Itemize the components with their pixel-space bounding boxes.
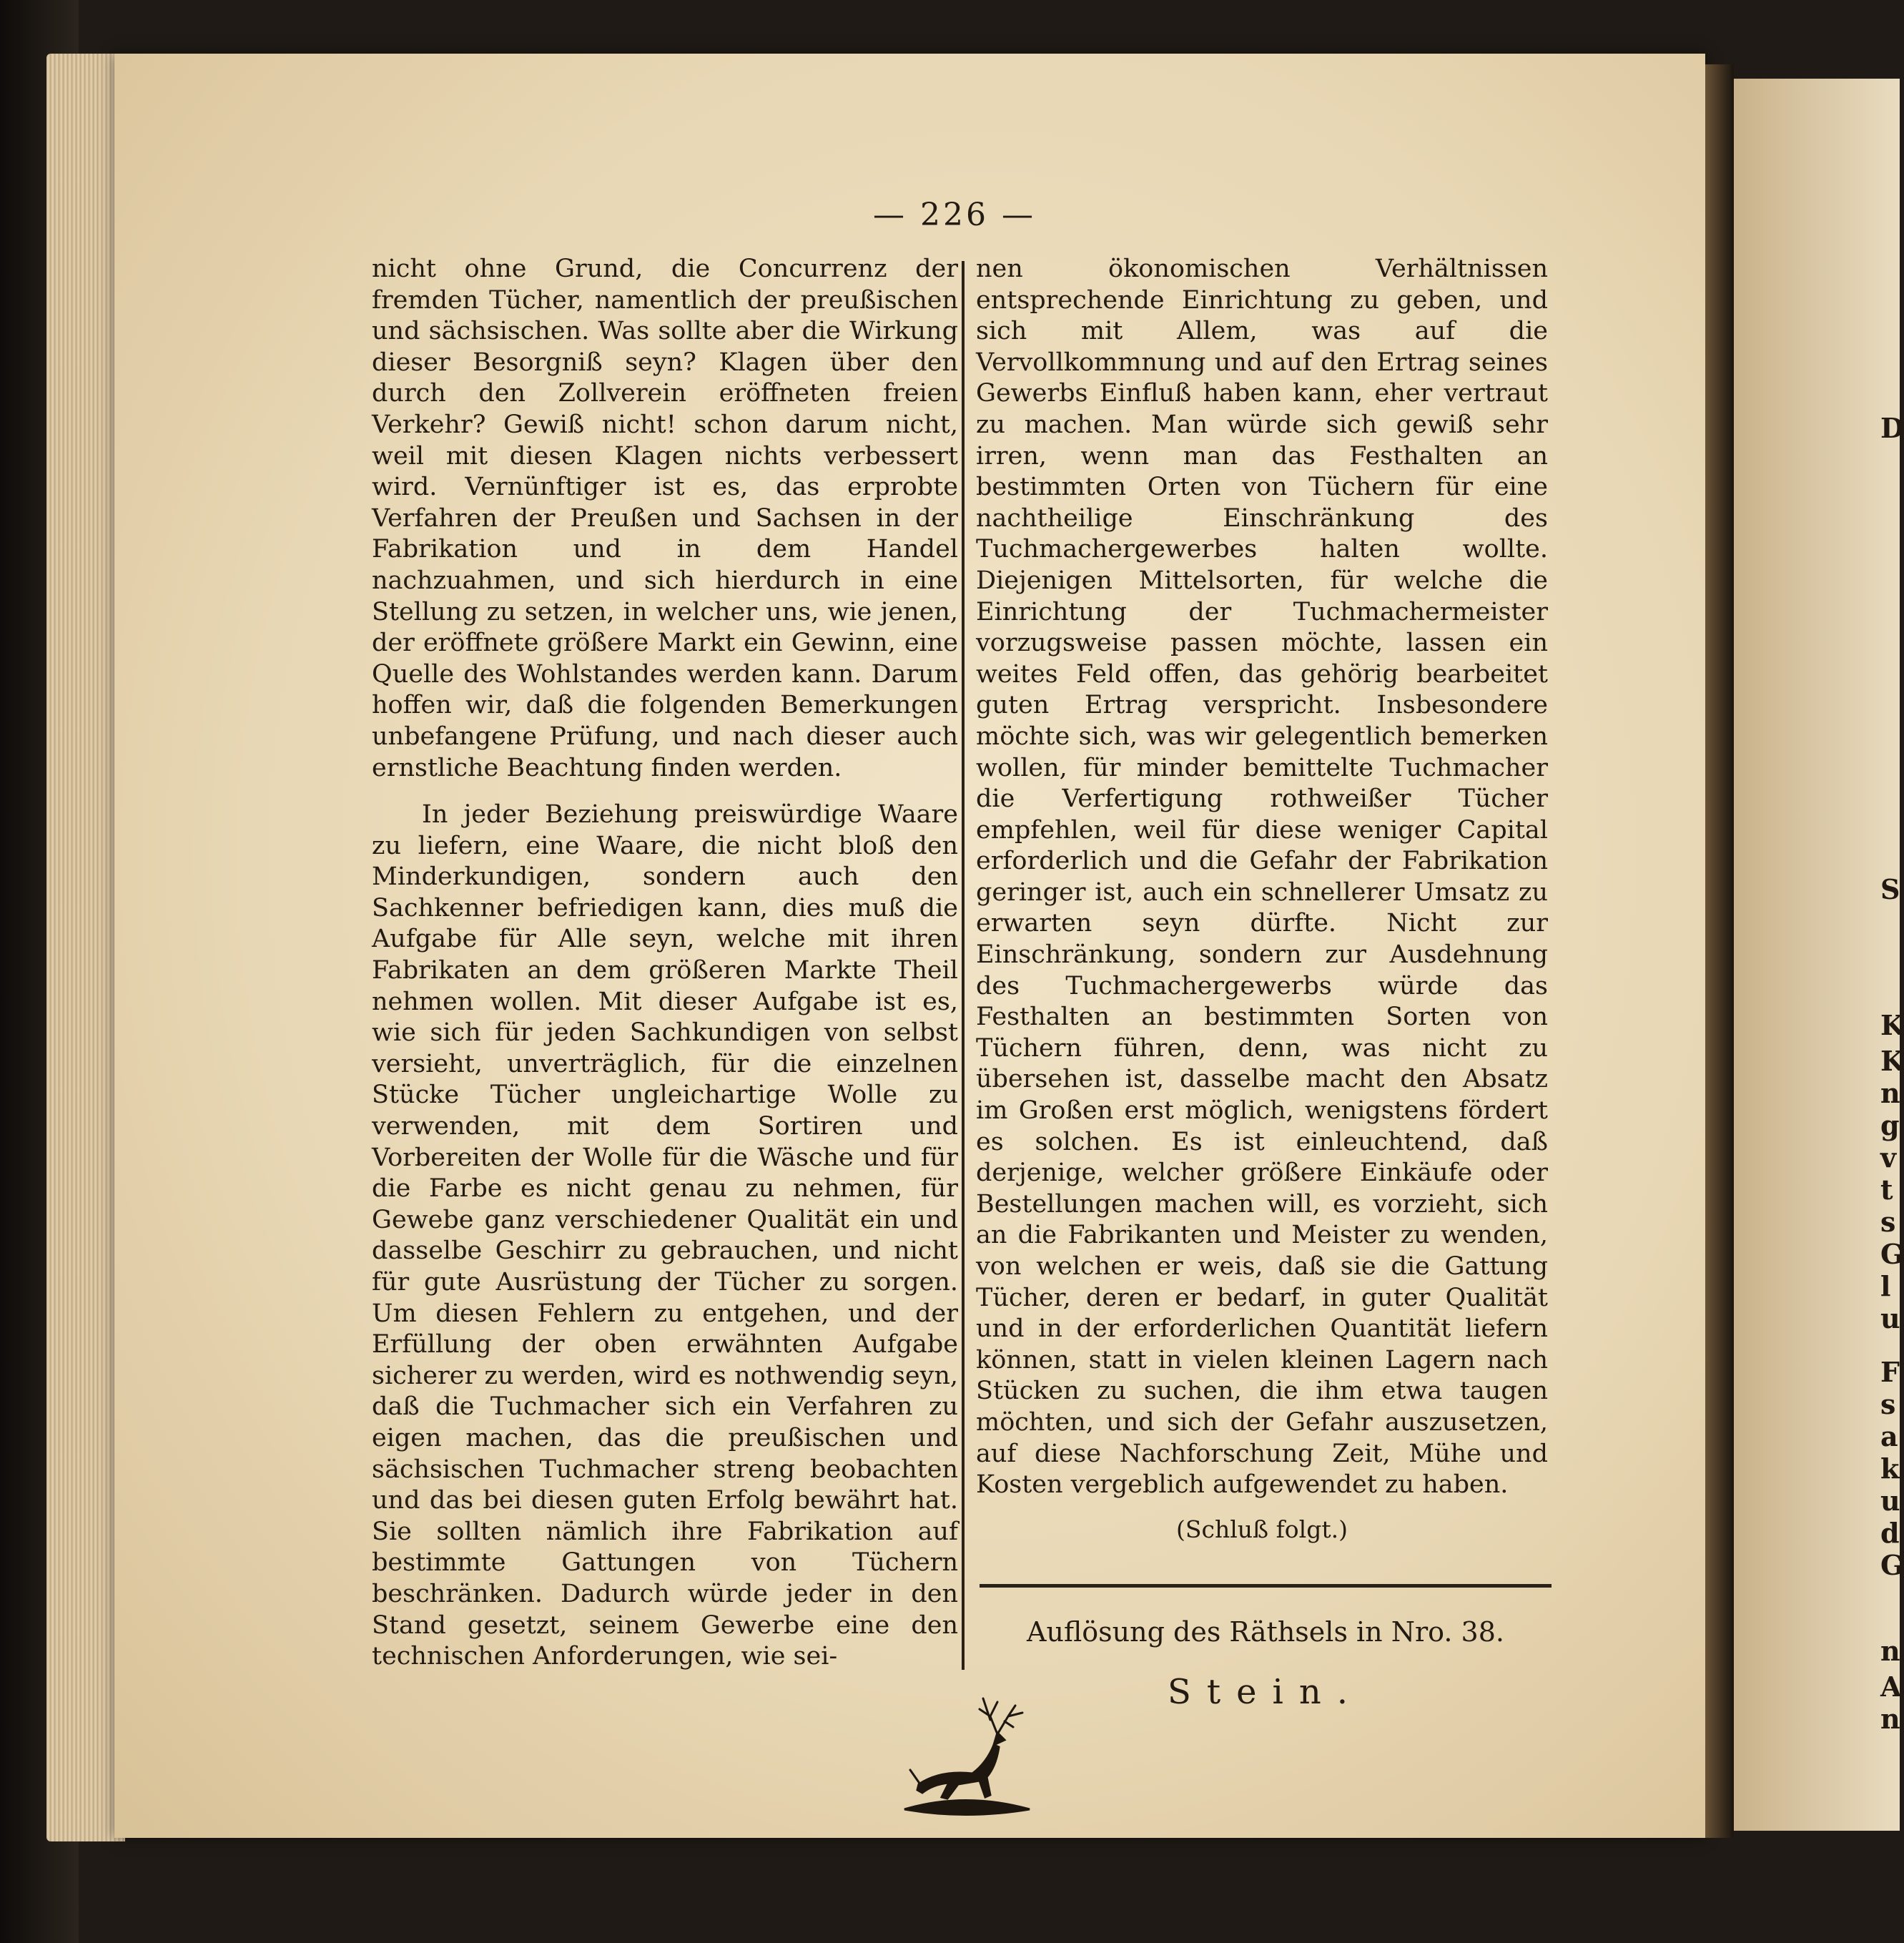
left-paragraph-1: nicht ohne Grund, die Concurrenz der fremden Tücher, namentlich der preußischen und sächsischen. Was sollte aber die Wirkung dieser Besorgniß seyn? Klagen über den durch den Zollverein eröffneten freien Verkehr? Gewiß nicht! schon darum nicht, weil mit diesen Klagen nichts verbessert wird. Vernünftiger ist es, das erprobte Verfahren der Preußen und Sachsen in der Fabrikation und in dem Handel nachzuahmen, und sich hierdurch in eine Stellung zu setzen, in welcher uns, wie jenen, der eröffnete größere Markt ein Gewinn, eine Quelle des Wohlstandes werden kann. Darum hoffen wir, daß die folgenden Bemerkungen unbefangene Prüfung, und nach dieser auch ernstliche Beachtung finden werden. bbox=[372, 255, 958, 782]
next-page-letter: u bbox=[1880, 1302, 1900, 1334]
next-page-letter: k bbox=[1880, 1452, 1900, 1485]
next-page-letter: n bbox=[1880, 1077, 1900, 1109]
next-page-letter: n bbox=[1880, 1635, 1900, 1667]
riddle-solution-title: Auflösung des Räthsels in Nro. 38. bbox=[1027, 1616, 1504, 1648]
column-divider bbox=[962, 261, 965, 1670]
right-column bbox=[976, 254, 1548, 1545]
next-page-letter: K bbox=[1880, 1009, 1904, 1041]
next-page-letter: D bbox=[1880, 412, 1904, 444]
right-paragraph-1: nen ökonomischen Verhältnissen entsprechende Einrichtung zu geben, und sich mit Allem, was auf die Vervollkommnung und auf den Ertrag seines Gewerbs Einfluß haben kann, eher vertraut zu machen. Man würde sich gewiß sehr irren, wenn man das Festhalten an bestimmten Orten von Tüchern für eine nachtheilige Einschränkung des Tuchmachergewerbes halten wollte. Diejenigen Mittelsorten, für welche die Einrichtung der Tuchmachermeister vorzugsweise passen möchte, lassen ein weites Feld offen, das gehörig bearbeitet guten Ertrag verspricht. Insbesondere möchte sich, was wir gelegentlich bemerken wollen, für minder bemittelte Tuchmacher die Verfertigung rothweißer Tücher empfehlen, weil für diese weniger Capital erforderlich und die Gefahr der Fabrikation geringer ist, auch ein schnellerer Umsatz zu erwarten seyn dürfte. Nicht zur Einschränkung, sondern zur Ausdehnung des Tuchmachergewerbs würde das Festhalten an bestimmten Sorten von Tüchern führen, denn, was nicht zu übersehen ist, dasselbe macht den Absatz im Großen erst möglich, wenigstens fördert es solchen. Es ist einleuchtend, daß derjenige, welcher größere Einkäufe oder Bestellungen machen will, es vorzieht, sich an die Fabrikanten und Meister zu wenden, von welchen er weis, daß sie die Gattung Tücher, deren er bedarf, in guter Qualität und in der erforderlichen Quantität liefern können, statt in vielen kleinen Lagern nach Stücken zu suchen, die ihm etwa taugen möchten, und sich der Gefahr auszusetzen, auf diese Nachforschung Zeit, Mühe und Kosten vergeblich aufgewendet zu haben. bbox=[976, 255, 1548, 1500]
next-page-letter: g bbox=[1880, 1109, 1900, 1141]
next-page-letter: n bbox=[1880, 1703, 1900, 1735]
next-page-letter: d bbox=[1880, 1517, 1900, 1549]
left-column bbox=[372, 254, 958, 1673]
stag-vignette-icon bbox=[890, 1677, 1040, 1827]
next-page-edge bbox=[1734, 79, 1900, 1831]
page-number: — 226 — bbox=[873, 197, 1036, 233]
next-page-letter: F bbox=[1880, 1356, 1900, 1388]
section-divider bbox=[980, 1584, 1552, 1588]
left-paragraph-2: In jeder Beziehung preiswürdige Waare zu liefern, eine Waare, die nicht bloß den Minderkundigen, sondern auch den Sachkenner befriedigen kann, dies muß die Aufgabe für Alle seyn, welche mit ihren Fabrikaten an dem größeren Markte Theil nehmen wollen. Mit dieser Aufgabe ist es, wie sich für jeden Sachkundigen von selbst versieht, unverträglich, für die einzelnen Stücke Tücher ungleichartige Wolle zu verwenden, mit dem Sortiren und Vorbereiten der Wolle für die Wäsche und für die Farbe es nicht genau zu nehmen, für Gewebe ganz verschiedener Qualität ein und dasselbe Geschirr zu gebrauchen, und nicht für gute Ausrüstung der Tücher zu sorgen. Um diesen Fehlern zu entgehen, und der Erfüllung der oben erwähnten Aufgabe sicherer zu werden, wird es nothwendig seyn, daß die Tuchmacher sich ein Verfahren zu eigen machen, das die preußischen und sächsischen Tuchmacher streng beobachten und das bei diesen guten Erfolg bewährt hat. Sie sollten nämlich ihre Fabrikation auf bestimmte Gattungen von Tüchern beschränken. Dadurch würde jeder in den Stand gesetzt, seinem Gewerbe eine den technischen Anforderungen, wie sei- bbox=[372, 800, 958, 1671]
next-page-letter: S bbox=[1880, 873, 1900, 905]
next-page-letter: s bbox=[1880, 1206, 1896, 1238]
next-page-letter: v bbox=[1880, 1141, 1897, 1174]
next-page-letter: u bbox=[1880, 1485, 1900, 1517]
next-page-letter: K bbox=[1880, 1045, 1904, 1077]
riddle-solution-answer: Stein. bbox=[1167, 1672, 1364, 1712]
book-gutter bbox=[1705, 64, 1734, 1838]
continued-note: (Schluß folgt.) bbox=[1176, 1515, 1348, 1543]
page-edges bbox=[46, 54, 125, 1841]
next-page-letter: A bbox=[1880, 1671, 1902, 1703]
next-page-letter: a bbox=[1880, 1420, 1898, 1452]
next-page-letter: l bbox=[1880, 1270, 1891, 1302]
next-page-letter: G bbox=[1880, 1549, 1904, 1581]
next-page-letter: s bbox=[1880, 1388, 1896, 1420]
next-page-letter: G bbox=[1880, 1238, 1904, 1270]
next-page-letter: t bbox=[1880, 1174, 1893, 1206]
